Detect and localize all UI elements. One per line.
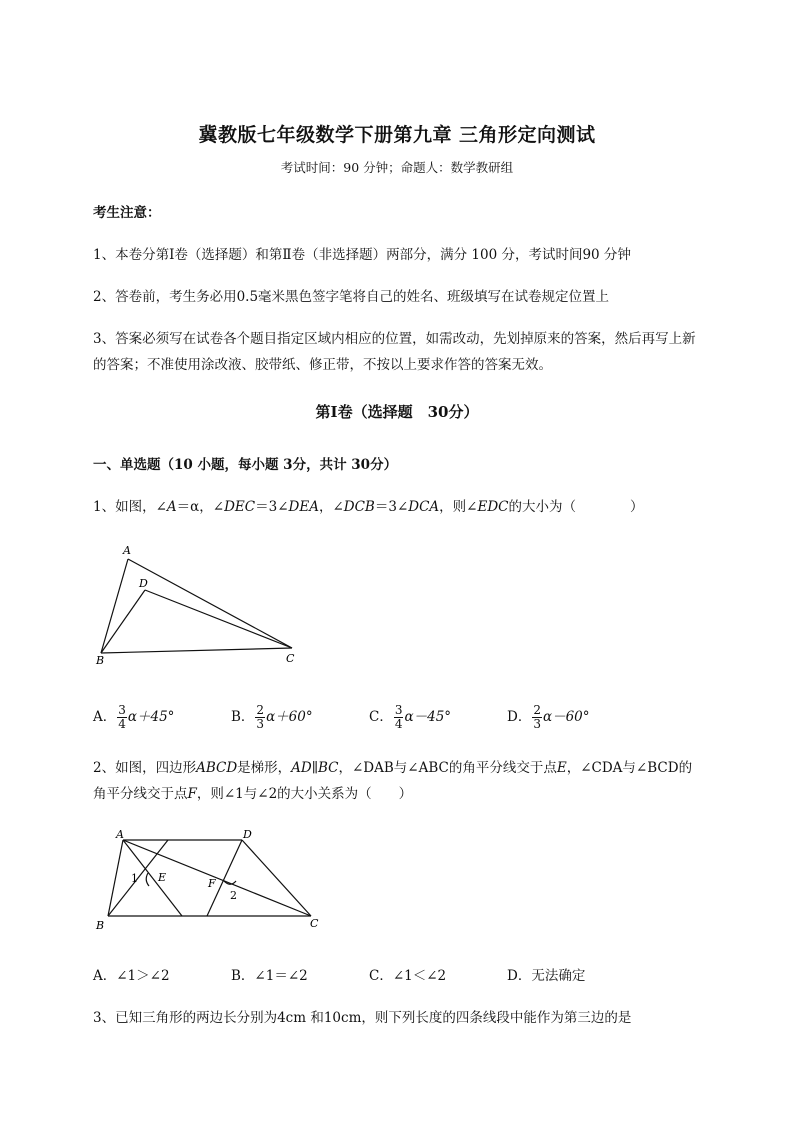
option-letter: D． bbox=[507, 709, 532, 725]
q2-option-b[interactable] bbox=[231, 964, 308, 984]
denominator: 3 bbox=[533, 717, 541, 731]
question-1-figure bbox=[90, 540, 310, 670]
option-text: 无法确定 bbox=[531, 968, 586, 984]
question-3-stem: 3、已知三角形的两边长分别为4cm 和10cm，则下列长度的四条线段中能作为第三边的是 bbox=[93, 1010, 632, 1026]
page-title: 冀教版七年级数学下册第九章 三角形定向测试 bbox=[198, 124, 596, 146]
option-letter: B． bbox=[231, 968, 255, 984]
numerator: 3 bbox=[394, 703, 403, 717]
fraction bbox=[532, 704, 542, 731]
section-title: 第Ⅰ卷（选择题 30分） bbox=[315, 403, 479, 421]
option-expression: α＋45° bbox=[127, 709, 175, 725]
label-d: D bbox=[243, 828, 252, 841]
question-1-stem bbox=[93, 495, 643, 515]
denominator: 4 bbox=[394, 717, 403, 731]
numerator: 2 bbox=[256, 703, 265, 717]
notice-item-1: 1、本卷分第Ⅰ卷（选择题）和第Ⅱ卷（非选择题）两部分，满分 100 分，考试时间90 分钟 bbox=[93, 247, 631, 263]
denominator: 3 bbox=[256, 717, 265, 731]
q2-text: ，∠DAB与∠ABC的角平分线交于点 bbox=[338, 760, 557, 776]
label-a: A bbox=[116, 828, 124, 841]
q1-angle-edc: ∠EDC bbox=[466, 499, 509, 515]
q2-option-c[interactable] bbox=[369, 964, 446, 984]
q1-angle-dea: ∠DEA bbox=[277, 499, 319, 515]
option-letter: D． bbox=[507, 968, 532, 984]
q1-option-b[interactable] bbox=[231, 704, 313, 731]
option-letter: A． bbox=[93, 709, 117, 725]
q2-text: ，则∠1与∠2的大小关系为（ ） bbox=[196, 786, 413, 802]
q1-text: ＝3 bbox=[374, 499, 397, 515]
q1-angle-dec: ∠DEC bbox=[212, 499, 256, 515]
segment-ab bbox=[101, 559, 128, 653]
option-letter: C． bbox=[369, 968, 393, 984]
q1-angle-dcb: ∠DCB bbox=[332, 499, 375, 515]
q1-text: 1、如图， bbox=[93, 499, 156, 515]
option-letter: B． bbox=[231, 709, 255, 725]
fraction bbox=[394, 704, 404, 731]
numerator: 2 bbox=[533, 703, 541, 717]
question-2-stem-line1 bbox=[93, 756, 692, 776]
label-f: F bbox=[208, 877, 216, 890]
diagonal-ac bbox=[123, 840, 311, 916]
label-angle-2: 2 bbox=[230, 889, 237, 902]
q1-text: ＝α， bbox=[176, 499, 213, 515]
q1-angle-dca: ∠DCA bbox=[396, 499, 440, 515]
q1-text: ，则 bbox=[439, 499, 467, 515]
label-angle-1: 1 bbox=[131, 872, 138, 885]
q1-option-d[interactable] bbox=[507, 704, 590, 731]
q1-option-c[interactable] bbox=[369, 704, 451, 731]
q1-text: 的大小为（ ） bbox=[508, 499, 644, 515]
q2-text: 角平分线交于点 bbox=[93, 786, 188, 802]
label-e: E bbox=[158, 871, 167, 884]
option-expression: α＋60° bbox=[266, 709, 313, 725]
denominator: 4 bbox=[118, 717, 126, 731]
label-b: B bbox=[96, 919, 105, 932]
q2-quad: ABCD bbox=[196, 760, 238, 776]
segment-ab bbox=[108, 840, 123, 916]
q1-option-a[interactable] bbox=[93, 704, 174, 731]
segment-dc bbox=[145, 590, 292, 648]
q2-text: 2、如图，四边形 bbox=[93, 760, 197, 776]
option-expression: α－60° bbox=[542, 709, 590, 725]
segment-bc bbox=[101, 648, 292, 653]
label-c: C bbox=[286, 652, 295, 665]
part-heading: 一、单选题（10 小题，每小题 3分，共计 30分） bbox=[93, 457, 398, 473]
option-text: ∠1＝∠2 bbox=[254, 968, 308, 984]
option-text: ∠1＜∠2 bbox=[392, 968, 447, 984]
label-b: B bbox=[96, 654, 105, 667]
segment-ac bbox=[128, 559, 292, 648]
q2-text: 是梯形， bbox=[237, 760, 292, 776]
q2-text: ，∠CDA与∠BCD的 bbox=[566, 760, 693, 776]
segment-db bbox=[101, 590, 145, 653]
notice-heading: 考生注意： bbox=[93, 205, 161, 221]
notice-item-2: 2、答卷前，考生务必用0.5毫米黑色签字笔将自己的姓名、班级填写在试卷规定位置上 bbox=[93, 289, 610, 305]
option-text: ∠1＞∠2 bbox=[116, 968, 170, 984]
segment-dc bbox=[242, 840, 311, 916]
fraction bbox=[255, 704, 265, 731]
option-expression: α－45° bbox=[404, 709, 452, 725]
option-letter: C． bbox=[369, 709, 393, 725]
q2-parallel: AD∥BC bbox=[291, 760, 339, 776]
option-letter: A． bbox=[93, 968, 117, 984]
q2-point-e: E bbox=[556, 760, 567, 776]
numerator: 3 bbox=[118, 703, 126, 717]
label-c: C bbox=[310, 917, 319, 930]
q1-text: ， bbox=[318, 499, 333, 515]
fraction bbox=[117, 704, 127, 731]
q2-point-f: F bbox=[187, 786, 197, 802]
q1-angle-a: ∠A bbox=[155, 499, 177, 515]
question-2-figure bbox=[90, 825, 340, 937]
label-a: A bbox=[123, 544, 131, 557]
notice-item-3: 3、答案必须写在试卷各个题目指定区域内相应的位置，如需改动，先划掉原来的答案，然后再写上新 bbox=[93, 331, 696, 347]
label-d: D bbox=[139, 577, 148, 590]
question-2-stem-line2 bbox=[93, 782, 412, 802]
exam-info: 考试时间：90 分钟；命题人：数学教研组 bbox=[280, 160, 514, 175]
q2-option-a[interactable] bbox=[93, 964, 170, 984]
angle-1-arc bbox=[146, 873, 149, 886]
notice-item-3-cont: 的答案；不准使用涂改液、胶带纸、修正带，不按以上要求作答的答案无效。 bbox=[93, 357, 552, 373]
q2-option-d[interactable] bbox=[507, 964, 585, 984]
q1-text: ＝3 bbox=[255, 499, 278, 515]
